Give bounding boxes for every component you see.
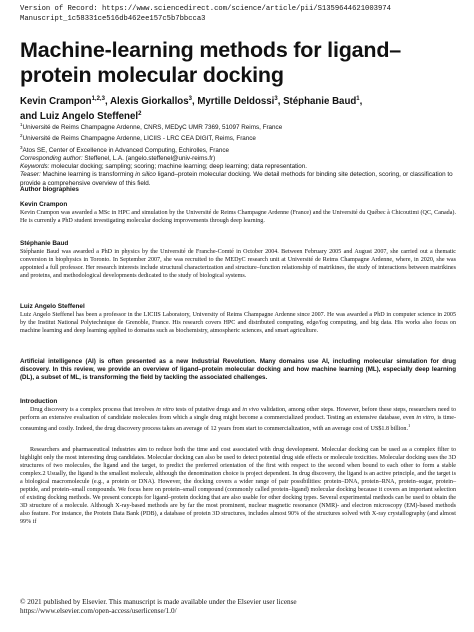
intro-italic: in vivo — [242, 407, 259, 413]
teaser — [20, 171, 460, 187]
author-affiliation-marker: 2 — [138, 111, 142, 118]
corresponding-author — [20, 155, 460, 163]
corresponding-author-text[interactable]: Steffenel, L.A. (angelo.steffenel@univ-reims.fr) — [82, 154, 216, 162]
keywords — [20, 163, 460, 171]
biographies-heading: Author biographies — [20, 186, 79, 193]
affiliation-text: Université de Reims Champagne Ardenne, CNRS, MEDyC UMR 7369, 51097 Reims, France — [22, 124, 283, 132]
abstract: Artificial intelligence (AI) is often presented as a new Industrial Revolution. Many domains use AI, including molecular simulation for drug discovery. In this review, we provide an overview of ligand–protein molecular docking and how machine learning (ML), especially deep learning (DL), a subset of ML, is transforming the field by tackling the associated challenges. — [20, 358, 456, 382]
affiliation-marker: 1 — [20, 122, 23, 127]
keywords-label: Keywords: — [20, 163, 50, 171]
paper-title: Machine-learning methods for ligand–protein molecular docking — [20, 38, 402, 87]
intro-italic: in vitro — [416, 415, 435, 422]
license-url[interactable]: https://www.elsevier.com/open-access/userlicense/1.0/ — [20, 607, 177, 616]
author-affiliation-marker: 1 — [356, 96, 360, 102]
affiliation-marker: 3 — [20, 144, 23, 150]
manuscript-id-line: Manuscript_1c58331ce516db462ee157c5b7bbcca3 — [20, 15, 206, 23]
intro-text: tests of putative drugs and — [173, 407, 243, 413]
bio-text-steffenel: Luiz Angelo Steffenel has been a professor in the LICIIS Laboratory, University of Reims Champagne Ardenne since 2007. He was awarded a PhD in computer science in 2005 by the Institut National Polytechnique de Grenoble, France. His research covers HPC and distributed computing, edge/fog computing, and big data. His works also focus on machine learning and deep learning applied to domains such as biochemistry, atmospheric sciences, and smart agriculture. — [20, 312, 456, 335]
intro-paragraph-1 — [20, 406, 456, 433]
teaser-text: Machine learning is transforming — [40, 171, 136, 179]
author-name: Alexis Giorkallos — [109, 96, 189, 108]
introduction-heading: Introduction — [20, 398, 58, 405]
author-conjunction: and — [20, 111, 40, 123]
intro-text: , is time-consuming and costly. Indeed, the drug discovery process takes an average of 12 years from start to commercialization, with an average cost of US$1.8 billion. — [20, 415, 457, 433]
author-name: Luiz Angelo Steffenel — [39, 111, 139, 123]
intro-paragraph-2: Researchers and pharmaceutical industries aim to reduce both the time and cost associated with drug development. Molecular docking can be used as a complex filter to highlight only the most interesting drug candidates. Molecular docking can also be used to detect potential drug side effects or molecule toxicities. Molecular docking uses the 3D structures of two molecules, the ligand and the target, to predict the preferred orientation of the first with respect to the second when bound to each other to form a stable complex.2 Usually, the ligand is the smallest molecule, although the denomination choice is project dependent. In drug discovery, the ligand is an active principle, and the target is a biological macromolecule (e.g., a protein or DNA). However, the docking covers a wider range of pair possibilities: protein–DNA, protein–RNA, protein–sugar, protein–peptide, and protein–small compounds. We focus here on protein–small compound (commonly called protein–ligand) molecular docking because it covers an important selection of existing docking methods. We present concepts for ligand–protein docking that are also usable for other docking types. Several experimental methods can be used to obtain the 3D structure of a molecule. Although X-ray-based methods are by far the most prominent, nuclear magnetic resonance (NMR)- and electron microscopy (EM)-based methods also feature. For instance, the Protein Data Bank (PDB), a database of protein 3D structures, includes almost 90% of the structures solved with X-ray crystallography (and almost 99% if — [20, 447, 456, 526]
bio-name-baud: Stéphanie Baud — [20, 240, 69, 247]
teaser-text: ligand–protein molecular docking. We detail methods for binding site detection, scoring, or classification to provide a comprehensive overview of this field. — [20, 171, 453, 187]
license-line: © 2021 published by Elsevier. This manuscript is made available under the Elsevier user license — [20, 598, 297, 606]
intro-italic: in vitro — [156, 407, 174, 413]
intro-text: validation, among other steps. However, before these steps, researchers need to perform an extensive evaluation of candidate molecules from which a single drug might become a commercialized product. Testing an extensive database, even — [20, 407, 457, 422]
corresponding-author-label: Corresponding author: — [20, 154, 83, 162]
author-affiliation-marker: 3 — [274, 96, 278, 102]
author-affiliation-marker: 3 — [188, 96, 192, 102]
license-footer — [20, 598, 460, 616]
keywords-text: molecular docking; sampling; scoring; machine learning; deep learning; data representation. — [49, 163, 308, 171]
author-name: Stéphanie Baud — [283, 96, 357, 108]
bio-name-steffenel: Luiz Angelo Steffenel — [20, 303, 85, 310]
version-of-record-line[interactable]: Version of Record: https://www.sciencedirect.com/science/article/pii/S1359644621003974 — [20, 5, 391, 13]
affiliation-2 — [20, 132, 460, 143]
author-list: Kevin Crampon$^{1,2,3}$, Alexis Giorkallos$^3$, Myrtille Deldossi$^3$, Stéphanie Baud$^1$, and Luiz Angelo Steffenel$^2$ — [20, 96, 363, 123]
author-name: Kevin Crampon — [20, 96, 92, 108]
author-affiliation-marker: 1,2,3 — [91, 96, 105, 102]
front-matter — [20, 121, 460, 188]
affiliation-text: Atos SE, Center of Excellence in Advanced Computing, Echirolles, France — [22, 146, 230, 154]
affiliation-3 — [20, 144, 460, 155]
affiliation-1 — [20, 121, 460, 132]
bio-text-baud: Stéphanie Baud was awarded a PhD in physics by the Université de Franche-Comté in October 2004. Between February 2005 and August 2007, she carried out a thematic conversion in biophysics in Toronto. In September 2007, she was recruited to the MEDyC research unit at Université de Reims Champagne Ardenne, where, in 2020, she was appointed a full professor. Her research interests include structural characterization and structure–function relationship of matrikines, the study of interactions between matrikines and proteins, and methodological developments dedicated to the study of biological systems. — [20, 249, 456, 280]
author-name: Myrtille Deldossi — [197, 96, 275, 108]
affiliation-marker: 2 — [20, 133, 23, 139]
affiliation-text: Université de Reims Champagne Ardenne, LICIIS - LRC CEA DIGIT, Reims, France — [22, 135, 256, 143]
bio-text-crampon: Kevin Crampon was awarded a MSc in HPC and simulation by the Université de Reims Champagne Ardenne (France) and the Université du Québec à Chicoutimi (QC, Canada). He is currently a PhD student investigating molecular docking improvements through deep learning. — [20, 210, 456, 225]
teaser-italic: in silico — [135, 171, 156, 179]
citation-marker: 1 — [407, 423, 411, 429]
intro-text: Drug discovery is a complex process that involves — [30, 407, 157, 413]
bio-name-crampon: Kevin Crampon — [20, 201, 68, 208]
teaser-label: Teaser: — [20, 171, 41, 179]
